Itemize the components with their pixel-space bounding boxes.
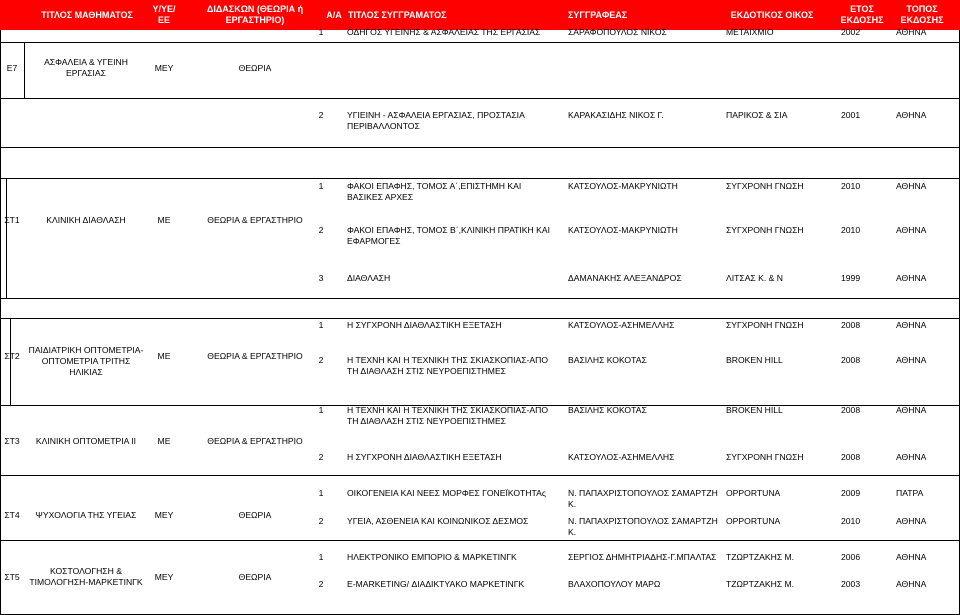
book-place: ΑΘΗΝΑ bbox=[896, 225, 927, 235]
book-author: ΚΑΡΑΚΑΣΙΔΗΣ ΝΙΚΟΣ Γ. bbox=[568, 110, 664, 120]
book-year: 2009 bbox=[841, 488, 861, 498]
book-author: Ν. ΠΑΠΑΧΡΙΣΤΟΠΟΥΛΟΣ ΣΑΜΑΡΤΖΗ Κ. bbox=[568, 516, 718, 537]
book-title: ΥΓΙΕΙΝΗ - ΑΣΦΑΛΕΙΑ ΕΡΓΑΣΙΑΣ, ΠΡΟΣΤΑΣΙΑ ΠΕΡΙΒΑΛΛΟΝΤΟΣ bbox=[347, 110, 525, 131]
course-title: ΑΣΦΑΛΕΙΑ & ΥΓΕΙΝΗ ΕΡΓΑΣΙΑΣ bbox=[44, 57, 128, 78]
course-id: ΣΤ2 bbox=[4, 351, 20, 361]
header-book-title: ΤΙΤΛΟΣ ΣΥΓΓΡΑΜΑΤΟΣ bbox=[348, 9, 447, 20]
course-title: ΚΟΣΤΟΛΟΓΗΣΗ & ΤΙΜΟΛΟΓΗΣΗ-ΜΑΡΚΕΤΙΝΓΚ bbox=[29, 566, 143, 587]
row-divider bbox=[0, 298, 960, 299]
book-title: Η ΤΕΧΝΗ ΚΑΙ Η ΤΕΧΝΙΚΗ ΤΗΣ ΣΚΙΑΣΚΟΠΙΑΣ-ΑΠΟ ΤΗ ΔΙΑΘΛΑΣΗ ΣΤΙΣ ΝΕΥΡΟΕΠΙΣΤΗΜΕΣ bbox=[347, 355, 549, 376]
course-id: ΣΤ3 bbox=[4, 436, 20, 446]
header-aa: Α/Α bbox=[326, 9, 342, 20]
book-publisher: BROKEN HILL bbox=[726, 355, 783, 365]
book-year: 2001 bbox=[841, 110, 861, 120]
book-publisher: ΣΥΓΧΡΟΝΗ ΓΝΩΣΗ bbox=[726, 452, 804, 462]
book-year: 2010 bbox=[841, 181, 861, 191]
row-divider bbox=[0, 42, 960, 43]
book-title: ΥΓΕΙΑ, ΑΣΘΕΝΕΙΑ ΚΑΙ ΚΟΙΝΩΝΙΚΟΣ ΔΕΣΜΟΣ bbox=[347, 516, 529, 526]
book-place: ΑΘΗΝΑ bbox=[896, 181, 927, 191]
row-divider bbox=[0, 475, 960, 476]
col-divider bbox=[6, 178, 7, 298]
book-title: ΗΛΕΚΤΡΟΝΙΚΟ ΕΜΠΟΡΙΟ & ΜΑΡΚΕΤΙΝΓΚ bbox=[347, 552, 517, 562]
book-title: ΟΔΗΓΟΣ ΥΓΕΙΝΗΣ & ΑΣΦΑΛΕΙΑΣ ΤΗΣ ΕΡΓΑΣΙΑΣ bbox=[347, 27, 541, 37]
book-publisher: ΠΑΡΙΚΟΣ & ΣΙΑ bbox=[726, 110, 788, 120]
book-author: ΚΑΤΣΟΥΛΟΣ-ΜΑΚΡΥΝΙΩΤΗ bbox=[568, 181, 678, 191]
book-aa: 1 bbox=[318, 320, 324, 330]
book-publisher: ΤΖΩΡΤΖΑΚΗΣ Μ. bbox=[726, 579, 795, 589]
book-publisher: ΣΥΓΧΡΟΝΗ ΓΝΩΣΗ bbox=[726, 181, 804, 191]
course-title: ΠΑΙΔΙΑΤΡΙΚΗ ΟΠΤΟΜΕΤΡΙΑ- ΟΠΤΟΜΕΤΡΙΑ ΤΡΙΤΗΣ ΗΛΙΚΙΑΣ bbox=[28, 345, 144, 377]
course-type: ΜΕ bbox=[157, 436, 171, 446]
course-id: ΣΤ5 bbox=[4, 572, 20, 582]
book-year: 2008 bbox=[841, 405, 861, 415]
header-teaching: ΔΙΔΑΣΚΩΝ (ΘΕΩΡΙΑ ή ΕΡΓΑΣΤΗΡΙΟ) bbox=[206, 4, 304, 25]
row-divider bbox=[0, 98, 960, 99]
book-author: ΔΑΜΑΝΑΚΗΣ ΑΛΕΞΑΝΔΡΟΣ bbox=[568, 273, 682, 283]
row-divider bbox=[0, 178, 960, 179]
book-aa: 1 bbox=[318, 488, 324, 498]
book-year: 2002 bbox=[841, 27, 861, 37]
book-place: ΑΘΗΝΑ bbox=[896, 552, 927, 562]
book-year: 2003 bbox=[841, 579, 861, 589]
book-title: Η ΣΥΓΧΡΟΝΗ ΔΙΑΘΛΑΣΤΙΚΗ ΕΞΕΤΑΣΗ bbox=[347, 452, 502, 462]
course-type: ΜΕΥ bbox=[154, 63, 174, 73]
course-title: ΚΛΙΝΙΚΗ ΟΠΤΟΜΕΤΡΙΑ ΙΙ bbox=[35, 436, 137, 446]
book-aa: 2 bbox=[318, 452, 324, 462]
book-publisher: ΜΕΤΑΙΧΜΙΟ bbox=[726, 27, 774, 37]
header-publisher: ΕΚΔΟΤΙΚΟΣ ΟΙΚΟΣ bbox=[730, 9, 814, 20]
book-year: 2006 bbox=[841, 552, 861, 562]
book-author: ΣΕΡΓΙΟΣ ΔΗΜΗΤΡΙΑΔΗΣ-Γ.ΜΠΑΛΤΑΣ bbox=[568, 552, 717, 562]
row-divider bbox=[0, 318, 960, 319]
book-title: Η ΤΕΧΝΗ ΚΑΙ Η ΤΕΧΝΙΚΗ ΤΗΣ ΣΚΙΑΣΚΟΠΙΑΣ-ΑΠΟ ΤΗ ΔΙΑΘΛΑΣΗ ΣΤΙΣ ΝΕΥΡΟΕΠΙΣΤΗΜΕΣ bbox=[347, 405, 549, 426]
book-title: ΟΙΚΟΓΕΝΕΙΑ ΚΑΙ ΝΕΕΣ ΜΟΡΦΕΣ ΓΟΝΕΪΚΟΤΗΤΑς bbox=[347, 488, 546, 498]
book-publisher: ΤΖΩΡΤΖΑΚΗΣ Μ. bbox=[726, 552, 795, 562]
row-divider bbox=[0, 147, 960, 148]
book-title: E-MARKETING/ ΔΙΑΔΙΚΤΥΑΚΟ ΜΑΡΚΕΤΙΝΓΚ bbox=[347, 579, 525, 589]
book-place: ΑΘΗΝΑ bbox=[896, 516, 927, 526]
book-title: Η ΣΥΓΧΡΟΝΗ ΔΙΑΘΛΑΣΤΙΚΗ ΕΞΕΤΑΣΗ bbox=[347, 320, 502, 330]
book-place: ΑΘΗΝΑ bbox=[896, 110, 927, 120]
course-id: Ε7 bbox=[6, 63, 18, 73]
book-place: ΑΘΗΝΑ bbox=[896, 452, 927, 462]
book-publisher: OPPORTUNA bbox=[726, 516, 781, 526]
course-id: ΣΤ1 bbox=[4, 215, 20, 225]
book-place: ΑΘΗΝΑ bbox=[896, 27, 927, 37]
book-publisher: OPPORTUNA bbox=[726, 488, 781, 498]
course-id: ΣΤ4 bbox=[4, 510, 20, 520]
book-place: ΑΘΗΝΑ bbox=[896, 405, 927, 415]
header-code: Υ/ΥΕ/ ΕΕ bbox=[152, 4, 176, 25]
book-aa: 1 bbox=[318, 552, 324, 562]
course-type: ΜΕΥ bbox=[154, 510, 174, 520]
book-aa: 1 bbox=[318, 27, 324, 37]
course-type: ΜΕΥ bbox=[154, 572, 174, 582]
book-aa: 1 bbox=[318, 405, 324, 415]
book-place: ΑΘΗΝΑ bbox=[896, 355, 927, 365]
header-course-title: ΤΙΤΛΟΣ ΜΑΘΗΜΑΤΟΣ bbox=[41, 9, 133, 20]
book-title: ΔΙΑΘΛΑΣΗ bbox=[347, 273, 391, 283]
book-year: 1999 bbox=[841, 273, 861, 283]
book-aa: 2 bbox=[318, 516, 324, 526]
course-teaching: ΘΕΩΡΙΑ & ΕΡΓΑΣΤΗΡΙΟ bbox=[207, 351, 303, 361]
row-divider bbox=[0, 540, 960, 541]
course-teaching: ΘΕΩΡΙΑ bbox=[238, 510, 272, 520]
header-year: ΕΤΟΣ ΕΚΔΟΣΗΣ bbox=[840, 4, 884, 25]
header-place: ΤΟΠΟΣ ΕΚΔΟΣΗΣ bbox=[900, 4, 944, 25]
book-year: 2008 bbox=[841, 452, 861, 462]
book-title: ΦΑΚΟΙ ΕΠΑΦΗΣ, ΤΟΜΟΣ Β΄,ΚΛΙΝΙΚΗ ΠΡΑΤΙΚΗ ΚΑΙ ΕΦΑΡΜΟΓΕΣ bbox=[347, 225, 550, 246]
course-title: ΚΛΙΝΙΚΗ ΔΙΑΘΛΑΣΗ bbox=[46, 215, 126, 225]
book-year: 2010 bbox=[841, 516, 861, 526]
course-teaching: ΘΕΩΡΙΑ bbox=[238, 63, 272, 73]
book-author: ΣΑΡΑΦΟΠΟΥΛΟΣ ΝΙΚΟΣ bbox=[568, 27, 667, 37]
course-teaching: ΘΕΩΡΙΑ bbox=[238, 572, 272, 582]
book-place: ΑΘΗΝΑ bbox=[896, 273, 927, 283]
course-type: ΜΕ bbox=[157, 215, 171, 225]
book-author: ΒΛΑΧΟΠΟΥΛΟΥ ΜΑΡΩ bbox=[568, 579, 661, 589]
col-divider bbox=[24, 42, 25, 98]
book-place: ΑΘΗΝΑ bbox=[896, 579, 927, 589]
book-author: ΚΑΤΣΟΥΛΟΣ-ΑΣΗΜΕΛΛΗΣ bbox=[568, 320, 675, 330]
book-aa: 2 bbox=[318, 355, 324, 365]
book-author: ΒΑΣΙΛΗΣ ΚΟΚΟΤΑΣ bbox=[568, 355, 647, 365]
table-border bbox=[0, 30, 1, 615]
course-title: ΨΥΧΟΛΟΓΙΑ ΤΗΣ ΥΓΕΙΑΣ bbox=[35, 510, 137, 520]
book-place: ΑΘΗΝΑ bbox=[896, 320, 927, 330]
book-aa: 2 bbox=[318, 110, 324, 120]
course-type: ΜΕ bbox=[157, 351, 171, 361]
book-year: 2010 bbox=[841, 225, 861, 235]
book-year: 2008 bbox=[841, 355, 861, 365]
book-aa: 1 bbox=[318, 181, 324, 191]
book-author: Ν. ΠΑΠΑΧΡΙΣΤΟΠΟΥΛΟΣ ΣΑΜΑΡΤΖΗ Κ. bbox=[568, 488, 718, 509]
book-publisher: ΛΙΤΣΑΣ Κ. & Ν bbox=[726, 273, 783, 283]
book-author: ΚΑΤΣΟΥΛΟΣ-ΜΑΚΡΥΝΙΩΤΗ bbox=[568, 225, 678, 235]
book-year: 2008 bbox=[841, 320, 861, 330]
book-publisher: ΣΥΓΧΡΟΝΗ ΓΝΩΣΗ bbox=[726, 320, 804, 330]
book-aa: 2 bbox=[318, 225, 324, 235]
book-place: ΠΑΤΡΑ bbox=[896, 488, 924, 498]
course-teaching: ΘΕΩΡΙΑ & ΕΡΓΑΣΤΗΡΙΟ bbox=[207, 436, 303, 446]
course-teaching: ΘΕΩΡΙΑ & ΕΡΓΑΣΤΗΡΙΟ bbox=[207, 215, 303, 225]
book-title: ΦΑΚΟΙ ΕΠΑΦΗΣ, ΤΟΜΟΣ Α΄,ΕΠΙΣΤΗΜΗ ΚΑΙ ΒΑΣΙΚΕΣ ΑΡΧΕΣ bbox=[347, 181, 522, 202]
book-aa: 3 bbox=[318, 273, 324, 283]
book-publisher: ΣΥΓΧΡΟΝΗ ΓΝΩΣΗ bbox=[726, 225, 804, 235]
book-publisher: BROKEN HILL bbox=[726, 405, 783, 415]
header-authors: ΣΥΓΓΡΑΦΕΑΣ bbox=[568, 9, 628, 20]
book-author: ΒΑΣΙΛΗΣ ΚΟΚΟΤΑΣ bbox=[568, 405, 647, 415]
book-aa: 2 bbox=[318, 579, 324, 589]
book-author: ΚΑΤΣΟΥΛΟΣ-ΑΣΗΜΕΛΛΗΣ bbox=[568, 452, 675, 462]
